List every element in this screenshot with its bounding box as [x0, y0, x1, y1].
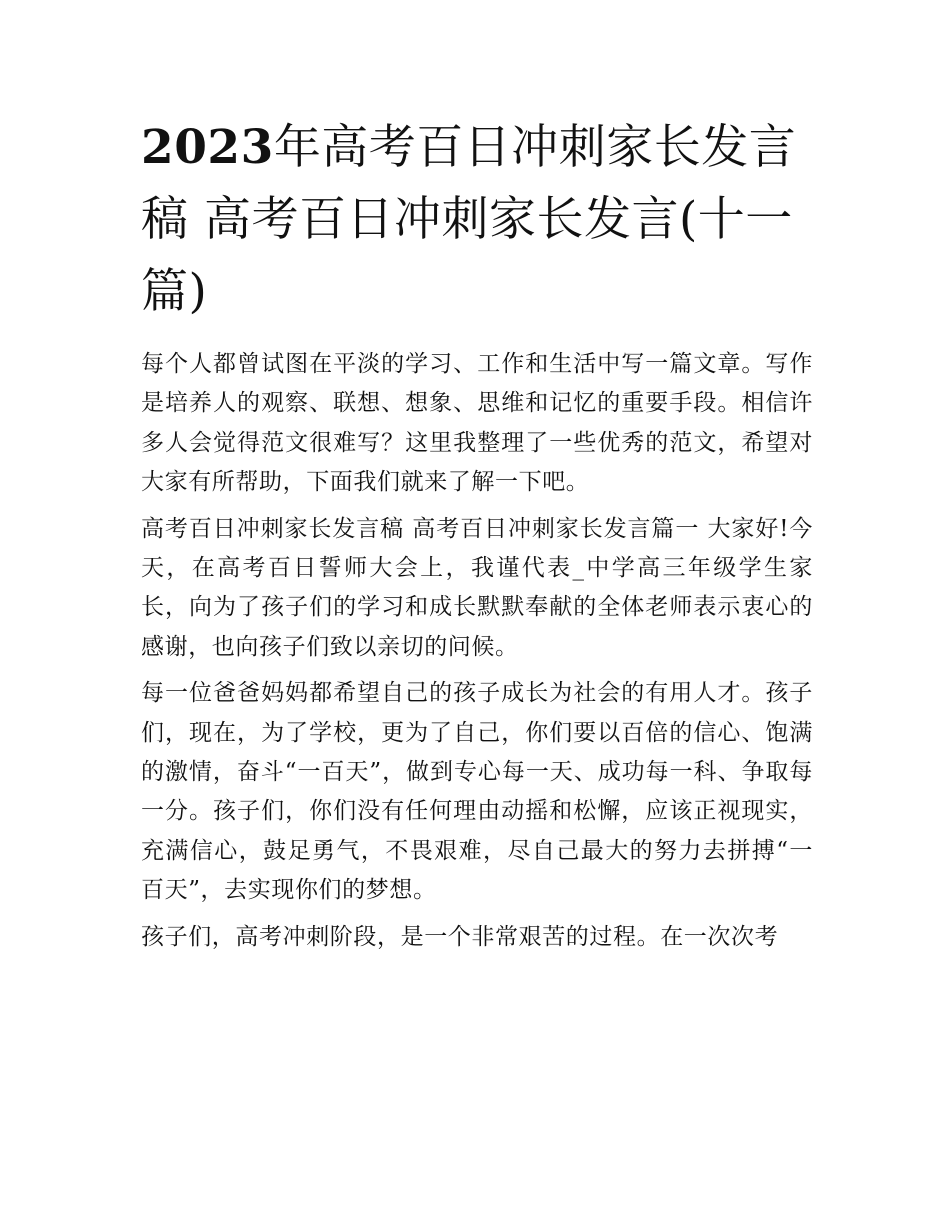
document-content [141, 112, 813, 957]
title-year: 2023 [141, 120, 274, 175]
paragraph-sprint: 孩子们，高考冲刺阶段，是一个非常艰苦的过程。在一次次考 [141, 923, 779, 950]
paragraph-intro: 每个人都曾试图在平淡的学习、工作和生活中写一篇文章。写作是培养人的观察、联想、想象、思维和记忆的重要手段。相信许多人会觉得范文很难写？这里我整理了一些优秀的范文，希望对大家有所帮助，下面我们就来了解一下吧。 [141, 351, 813, 496]
document-title [141, 112, 813, 328]
paragraph-hope: 每一位爸爸妈妈都希望自己的孩子成长为社会的有用人才。孩子们，现在，为了学校，更为了自己，你们要以百倍的信心、饱满的激情，奋斗“一百天”，做到专心每一天、成功每一科、争取每一分。孩子们，你们没有任何理由动摇和松懈，应该正视现实，充满信心，鼓足勇气，不畏艰难，尽自己最大的努力去拼搏“一百天”，去实现你们的梦想。 [141, 680, 813, 904]
title-text: 年高考百日冲刺家长发言稿 高考百日冲刺家长发言(十一篇) [141, 120, 797, 319]
paragraph-greeting: 高考百日冲刺家长发言稿 高考百日冲刺家长发言篇一 大家好!今天，在高考百日誓师大会上，我谨代表_中学高三年级学生家长，向为了孩子们的学习和成长默默奉献的全体老师表示衷心的感谢，也向孩子们致以亲切的问候。 [141, 515, 813, 660]
